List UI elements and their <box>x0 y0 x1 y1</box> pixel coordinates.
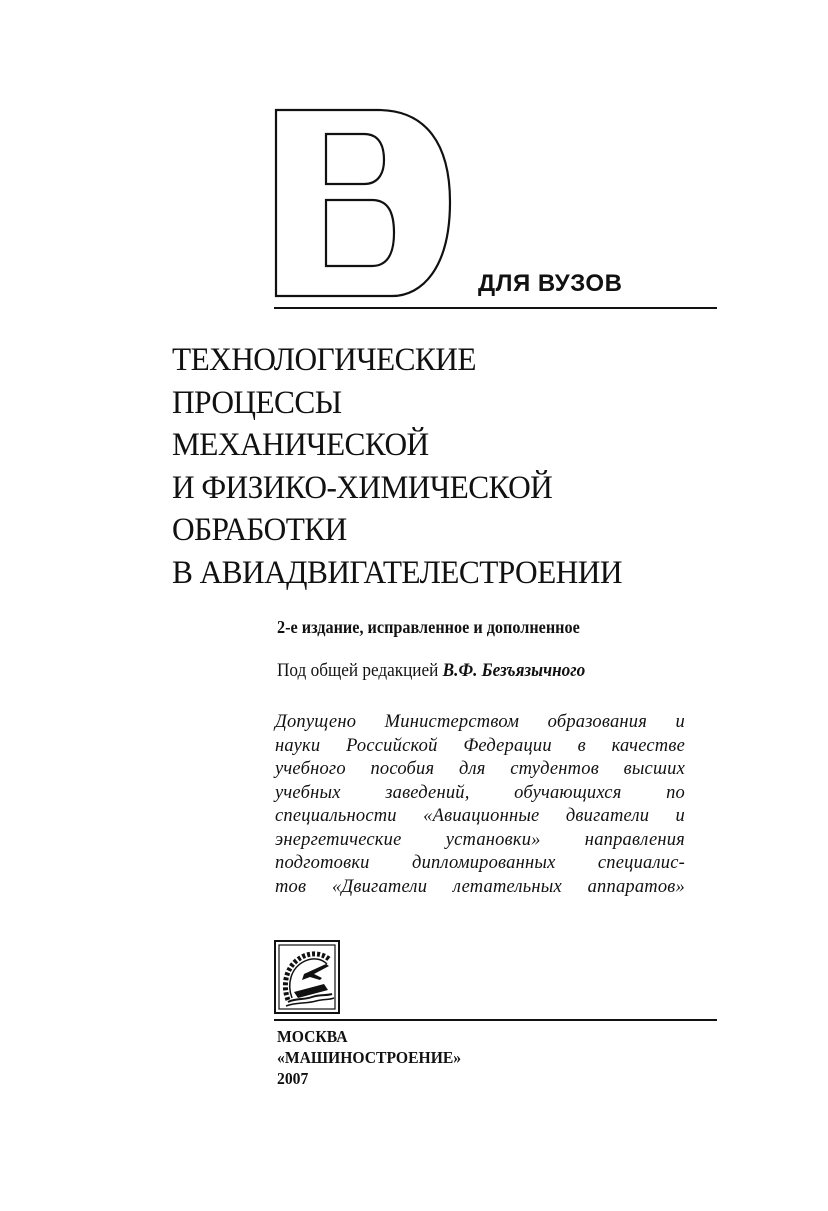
imprint <box>277 1026 477 1089</box>
edition-note: 2-е издание, исправленное и дополненное <box>277 617 580 637</box>
series-letter-logo-icon <box>274 108 456 300</box>
title-line: МЕХАНИЧЕСКОЙ <box>172 427 429 463</box>
imprint-publisher: «МАШИНОСТРОЕНИЕ» <box>277 1048 462 1067</box>
editor-line <box>277 661 585 682</box>
top-divider <box>274 307 717 309</box>
book-title <box>172 339 704 594</box>
approval-line: науки Российской Федерации в качестве <box>275 735 685 756</box>
editor-prefix: Под общей редакцией <box>277 661 439 681</box>
title-line: В АВИАДВИГАТЕЛЕСТРОЕНИИ <box>172 554 622 591</box>
approval-line: Допущено Министерством образования и <box>275 712 685 732</box>
approval-line: учебного пособия для студентов высших <box>275 759 685 779</box>
approval-statement <box>275 711 685 899</box>
title-line: ПРОЦЕССЫ <box>172 384 342 421</box>
imprint-year: 2007 <box>277 1069 309 1088</box>
approval-line: специальности «Авиационные двигатели и <box>275 806 685 826</box>
publisher-emblem-icon <box>274 940 340 1014</box>
approval-line: подготовки дипломированных специалис- <box>275 853 685 873</box>
title-line: ОБРАБОТКИ <box>172 512 347 548</box>
editor-name: В.Ф. Безъязычного <box>442 661 586 681</box>
approval-line: учебных заведений, обучающихся по <box>275 782 685 803</box>
imprint-city: МОСКВА <box>277 1027 348 1046</box>
approval-line: энергетические установки» направления <box>275 829 685 850</box>
bottom-divider <box>274 1019 717 1021</box>
title-line: ТЕХНОЛОГИЧЕСКИЕ <box>172 342 476 378</box>
approval-line: тов «Двигатели летательных аппаратов» <box>275 876 685 897</box>
title-line: И ФИЗИКО-ХИМИЧЕСКОЙ <box>172 469 553 506</box>
series-label: ДЛЯ ВУЗОВ <box>478 270 623 297</box>
